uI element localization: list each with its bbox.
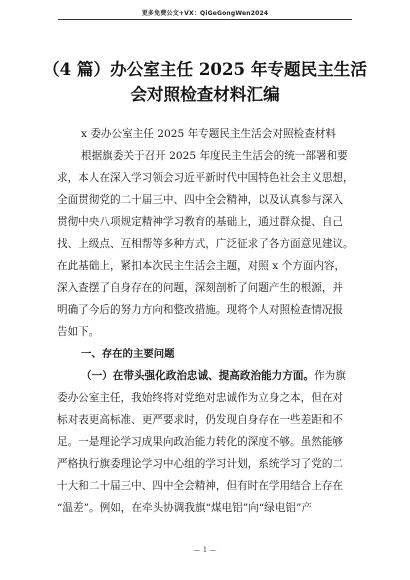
document-subtitle: x 委办公室主任 2025 年专题民主生活会对照检查材料 [81,128,336,140]
paragraph-line: 委办公室主任，我始终将对党绝对忠诚作为立身之本，但在对 [57,392,344,404]
paragraph-line: 求，本人在深入学习领会习近平新时代中国特色社会主义思想， [57,172,354,184]
page-number: — 1 — [193,546,217,554]
paragraph-line: 明确了今后的努力方向和整改措施。现将个人对照检查情况报 [57,304,344,316]
paragraph-line: 严格执行旗委理论学习中心组的学习计划，系统学习了党的二 [57,458,344,470]
paragraph-line: 足。一是理论学习成果向政治能力转化的深度不够。虽然能够 [57,436,344,448]
subsection-text: 作为旗 [314,370,346,382]
subsection-line [81,365,346,387]
paragraph-line: 在此基础上，紧扣本次民主生活会主题，对照 x 个方面内容， [57,260,346,272]
paragraph-line: 找、上级点、互相帮等多种方式，广泛征求了各方面意见建议。 [57,238,354,250]
paragraph-line: “温差”。例如，在牵头协调我旗“煤电铝”向“绿电铝”产 [57,502,312,514]
section-heading: 一、存在的主要问题 [81,348,175,360]
paragraph-line: 贯彻中央八项规定精神学习教育的基础上，通过群众提、自己 [57,216,344,228]
paragraph-line: 全面贯彻党的二十届三中、四中全会精神，以及认真参与深入 [57,194,344,206]
paragraph-line: 告如下。 [57,326,100,338]
paragraph-line: 标对表更高标准、更严要求时，仍发现自身存在一些差距和不 [57,414,344,426]
title-line-1: （4 篇）办公室主任 2025 年专题民主生活 [43,59,367,79]
title-line-2: 会对照检查材料汇编 [130,84,280,104]
paragraph-line: 十大和二十届三中、四中全会精神，但有时在学用结合上存在 [57,480,344,492]
header-divider [58,19,352,20]
page-header-text: 更多免费公文+VX：QiGeGongWen2024 [141,10,269,17]
paragraph-line: 根据旗委关于召开 2025 年度民主生活会的统一部署和要 [81,150,348,162]
subsection-heading: （一）在带头强化政治忠诚、提高政治能力方面。 [81,370,315,382]
document-title [30,57,380,107]
paragraph-line: 深入查摆了自身存在的问题，深刻剖析了问题产生的根源，并 [57,282,344,294]
